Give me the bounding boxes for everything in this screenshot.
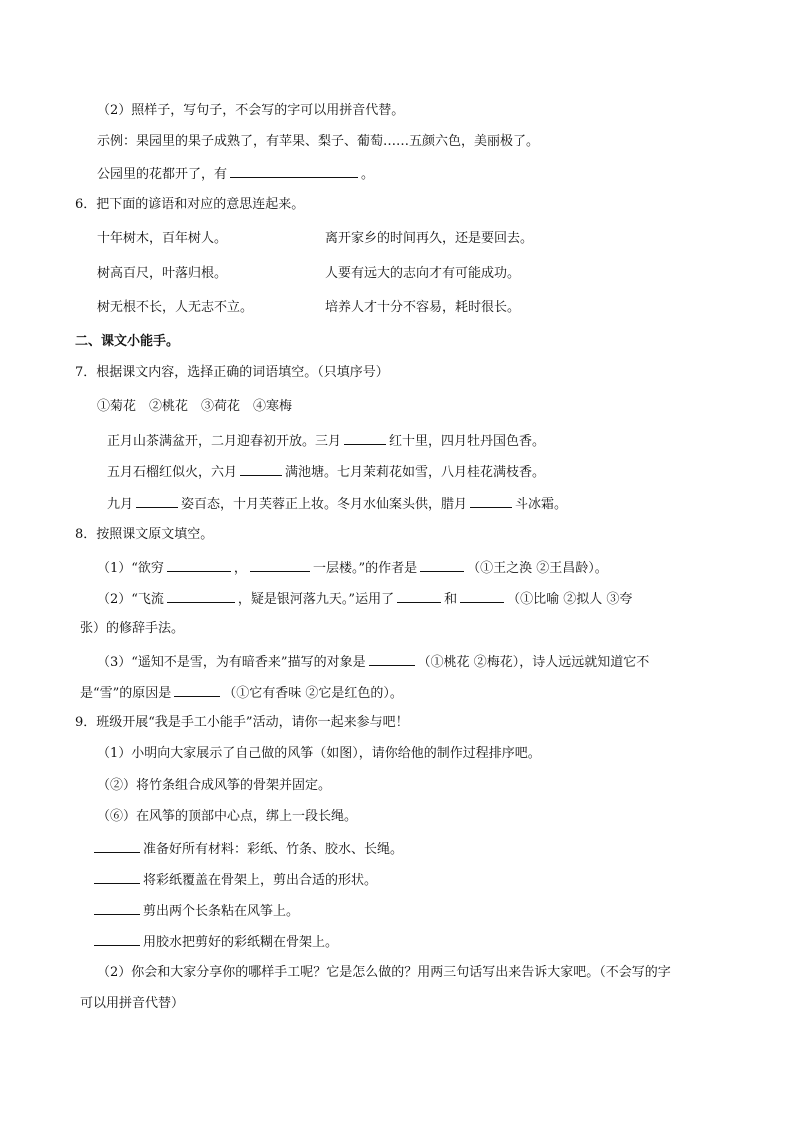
q5-part2: （2）照样子，写句子，不会写的字可以用拼音代替。 [97, 103, 405, 118]
answer-blank[interactable] [94, 839, 140, 853]
answer-blank[interactable] [174, 683, 220, 697]
q8-text: ，疑是银河落九天。”运用了 [237, 592, 395, 607]
q9-step: （②）将竹条组合成风筝的骨架并固定。 [97, 778, 332, 793]
q9-part2-cont: 可以用拼音代替） [80, 996, 185, 1011]
q7-text: 五月石榴红似火，六月 [107, 465, 238, 480]
section-title: 二、课文小能手。 [75, 334, 180, 349]
q8-text: （2）“飞流 [97, 592, 164, 607]
q8-part2-cont: 张）的修辞手法。 [80, 621, 185, 636]
q6-meaning: 离开家乡的时间再久，还是要回去。 [325, 231, 534, 246]
answer-blank[interactable] [167, 589, 235, 603]
answer-blank[interactable] [240, 462, 282, 476]
q7-text: 满池塘。七月茉莉花如雪，八月桂花满枝香。 [285, 465, 546, 480]
q6-proverb: 十年树木，百年树人。 [97, 231, 228, 246]
q8-text: （1）“欲穷 [97, 561, 164, 576]
q8-part1 [97, 558, 608, 578]
q7-line [107, 462, 545, 482]
q8-text: （①王之涣 ②王昌龄）。 [467, 561, 608, 576]
q9-part2: （2）你会和大家分享你的哪样手工呢？它是怎么做的？用两三句话写出来告诉大家吧。（不会写的字 [97, 965, 671, 980]
q9-title: 9．班级开展“我是手工小能手”活动，请你一起来参与吧！ [75, 715, 409, 730]
q6-meaning: 人要有远大的志向才有可能成功。 [325, 266, 521, 281]
answer-blank[interactable] [167, 558, 231, 572]
q8-text: （①桃花 ②梅花），诗人远远就知道它不 [417, 655, 650, 670]
q8-title: 8．按照课文原文填空。 [75, 527, 214, 542]
q6-title: 6．把下面的谚语和对应的意思连起来。 [75, 197, 305, 212]
q6-meaning: 培养人才十分不容易，耗时很长。 [325, 300, 521, 315]
q9-step-text: 将彩纸覆盖在骨架上，剪出合适的形状。 [143, 873, 378, 888]
answer-blank[interactable] [94, 901, 140, 915]
q9-step-text: 剪出两个长条粘在风筝上。 [143, 904, 300, 919]
q8-text: 一层楼。”的作者是 [312, 561, 418, 576]
q5-example: 示例：果园里的果子成熟了，有苹果、梨子、葡萄……五颜六色，美丽极了。 [97, 134, 540, 149]
answer-blank[interactable] [250, 558, 310, 572]
q7-line [107, 431, 545, 451]
q8-part3-cont [80, 683, 403, 703]
answer-blank[interactable] [136, 494, 178, 508]
q7-text: 正月山茶满盆开，二月迎春初开放。三月 [107, 434, 342, 449]
q5-prompt [97, 164, 374, 184]
q7-title: 7．根据课文内容，选择正确的词语填空。（只填序号） [75, 365, 389, 380]
q8-text: 和 [444, 592, 458, 607]
q9-step: （⑥）在风筝的顶部中心点，绑上一段长绳。 [97, 809, 358, 824]
answer-blank[interactable] [94, 932, 140, 946]
q8-part3 [97, 652, 649, 672]
q9-step-text: 用胶水把剪好的彩纸糊在骨架上。 [143, 935, 339, 950]
answer-blank[interactable] [397, 589, 441, 603]
q5-prompt-text: 公园里的花都开了，有 [97, 167, 228, 182]
q7-options: ①菊花 ②桃花 ③荷花 ④寒梅 [97, 399, 293, 414]
q8-part2 [97, 589, 632, 609]
q9-step [94, 870, 377, 890]
answer-blank[interactable] [369, 652, 415, 666]
q5-prompt-end: 。 [361, 167, 375, 182]
q9-step [94, 901, 299, 921]
answer-blank[interactable] [344, 431, 386, 445]
q9-step [94, 839, 403, 859]
q7-text: 姿百态，十月芙蓉正上妆。冬月水仙案头供，腊月 [181, 497, 468, 512]
q8-text: ， [233, 561, 247, 576]
q8-text: （①它有香味 ②它是红色的）。 [223, 686, 403, 701]
q6-proverb: 树无根不长，人无志不立。 [97, 300, 254, 315]
q8-text: （①比喻 ②拟人 ③夸 [507, 592, 633, 607]
q8-text: （3）“遥知不是雪，为有暗香来”描写的对象是 [97, 655, 366, 670]
q6-proverb: 树高百尺，叶落归根。 [97, 266, 228, 281]
q9-step [94, 932, 338, 952]
q9-step-text: 准备好所有材料：彩纸、竹条、胶水、长绳。 [143, 842, 404, 857]
answer-blank[interactable] [94, 870, 140, 884]
q7-line [107, 494, 567, 514]
answer-blank[interactable] [460, 589, 504, 603]
q7-text: 斗冰霜。 [515, 497, 568, 512]
q7-text: 九月 [107, 497, 134, 512]
answer-blank[interactable] [230, 164, 358, 178]
q8-text: 是“雪”的原因是 [80, 686, 172, 701]
q7-text: 红十里，四月牡丹国色香。 [389, 434, 546, 449]
q9-part1: （1）小明向大家展示了自己做的风筝（如图），请你给他的制作过程排序吧。 [97, 746, 541, 761]
answer-blank[interactable] [420, 558, 464, 572]
answer-blank[interactable] [470, 494, 512, 508]
